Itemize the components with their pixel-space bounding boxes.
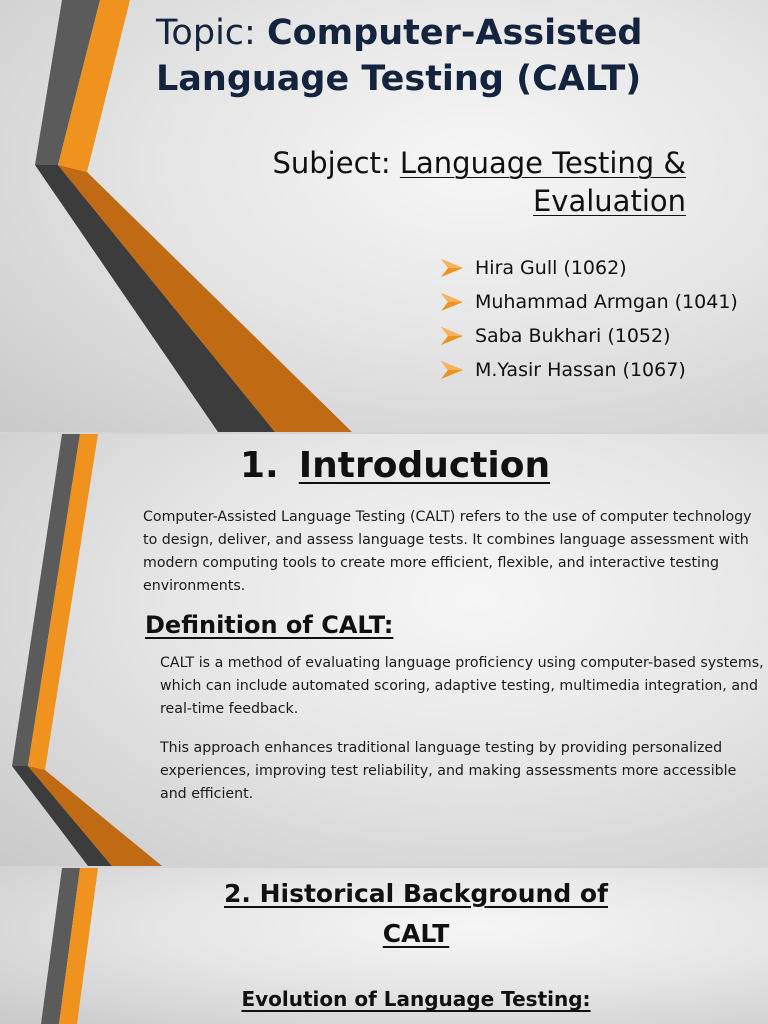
- arrow-icon: [440, 360, 464, 380]
- section-heading: 1. Introduction: [240, 445, 551, 486]
- arrow-icon: [440, 292, 464, 312]
- list-item: Saba Bukhari (1052): [440, 324, 740, 349]
- list-item: Hira Gull (1062): [440, 256, 740, 281]
- section-heading: 2. Historical Background of CALT: [224, 879, 608, 948]
- author-list: [440, 256, 740, 392]
- history-slide: [0, 868, 768, 1024]
- definition-paragraph: CALT is a method of evaluating language proficiency using computer-based systems, which can include automated scoring, adaptive testing, multimedia integration, and real-time feedback.: [160, 655, 764, 717]
- intro-paragraph: Computer-Assisted Language Testing (CALT) refers to the use of computer technology to design, deliver, and assess language tests. It combines language assessment with modern computing tools to create more efficient, flexible, and interactive testing environments.: [143, 509, 752, 594]
- list-item: M.Yasir Hassan (1067): [440, 358, 740, 383]
- definition-heading: Definition of CALT:: [145, 611, 394, 639]
- subject-line: Subject: Language Testing & Evaluation: [272, 146, 686, 218]
- approach-paragraph: This approach enhances traditional language testing by providing personalized experiences, improving test reliability, and making assessments more accessible and efficient.: [160, 740, 737, 802]
- title-slide: [0, 0, 768, 432]
- arrow-icon: [440, 258, 464, 278]
- list-item: Muhammad Armgan (1041): [440, 290, 740, 315]
- arrow-icon: [440, 326, 464, 346]
- introduction-slide: [0, 434, 768, 866]
- page-title: Topic: Computer-Assisted Language Testing (CALT): [156, 13, 643, 99]
- evolution-heading: Evolution of Language Testing:: [241, 987, 591, 1011]
